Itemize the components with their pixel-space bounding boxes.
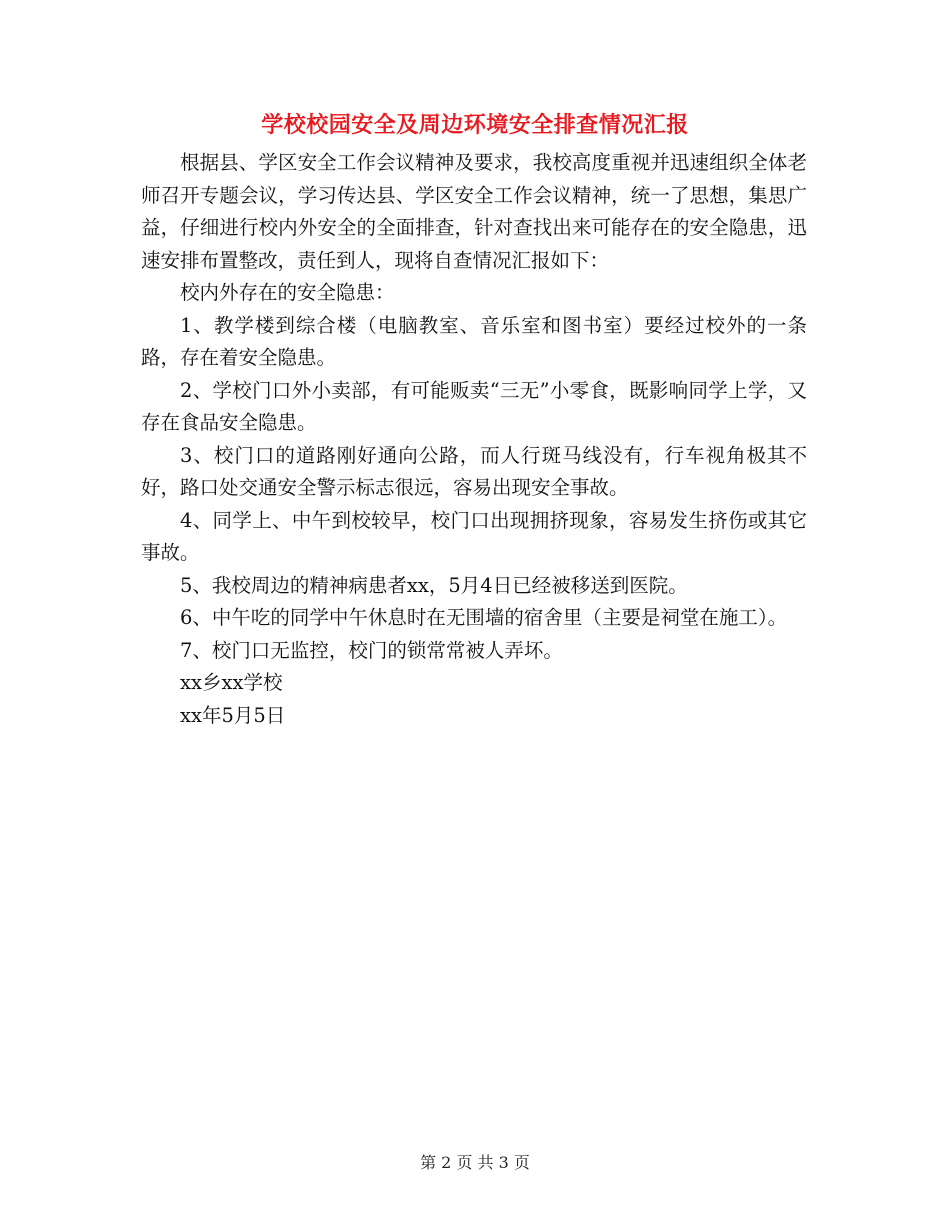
hazard-item-4: 4、同学上、中午到校较早，校门口出现拥挤现象，容易发生挤伤或其它事故。 (141, 508, 807, 564)
signature-school: xx乡xx学校 (180, 671, 283, 694)
hazard-item-5: 5、我校周边的精神病患者xx，5月4日已经被移送到医院。 (180, 573, 688, 597)
hazard-item-7: 7、校门口无监控，校门的锁常常被人弄坏。 (180, 638, 563, 662)
document-title: 学校校园安全及周边环境安全排查情况汇报 (261, 112, 689, 138)
page-number-footer: 第 2 页 共 3 页 (420, 1153, 530, 1172)
hazard-item-6: 6、中午吃的同学中午休息时在无围墙的宿舍里（主要是祠堂在施工）。 (180, 606, 788, 629)
hazard-item-2: 2、学校门口外小卖部，有可能贩卖“三无”小零食，既影响同学上学，又存在食品安全隐患。 (141, 378, 807, 434)
hazard-item-1: 1、教学楼到综合楼（电脑教室、音乐室和图书室）要经过校外的一条路，存在着安全隐患。 (141, 313, 807, 369)
section-heading: 校内外存在的安全隐患： (180, 281, 395, 304)
document-body (141, 147, 807, 732)
hazard-item-3: 3、校门口的道路刚好通向公路，而人行斑马线没有，行车视角极其不好，路口处交通安全警示标志很远，容易出现安全事故。 (141, 443, 807, 499)
intro-paragraph: 根据县、学区安全工作会议精神及要求，我校高度重视并迅速组织全体老师召开专题会议，学习传达县、学区安全工作会议精神，统一了思想，集思广益，仔细进行校内外安全的全面排查，针对查找出来可能存在的安全隐患，迅速安排布置整改，责任到人，现将自查情况汇报如下： (141, 151, 807, 272)
signature-date: xx年5月5日 (180, 703, 286, 727)
